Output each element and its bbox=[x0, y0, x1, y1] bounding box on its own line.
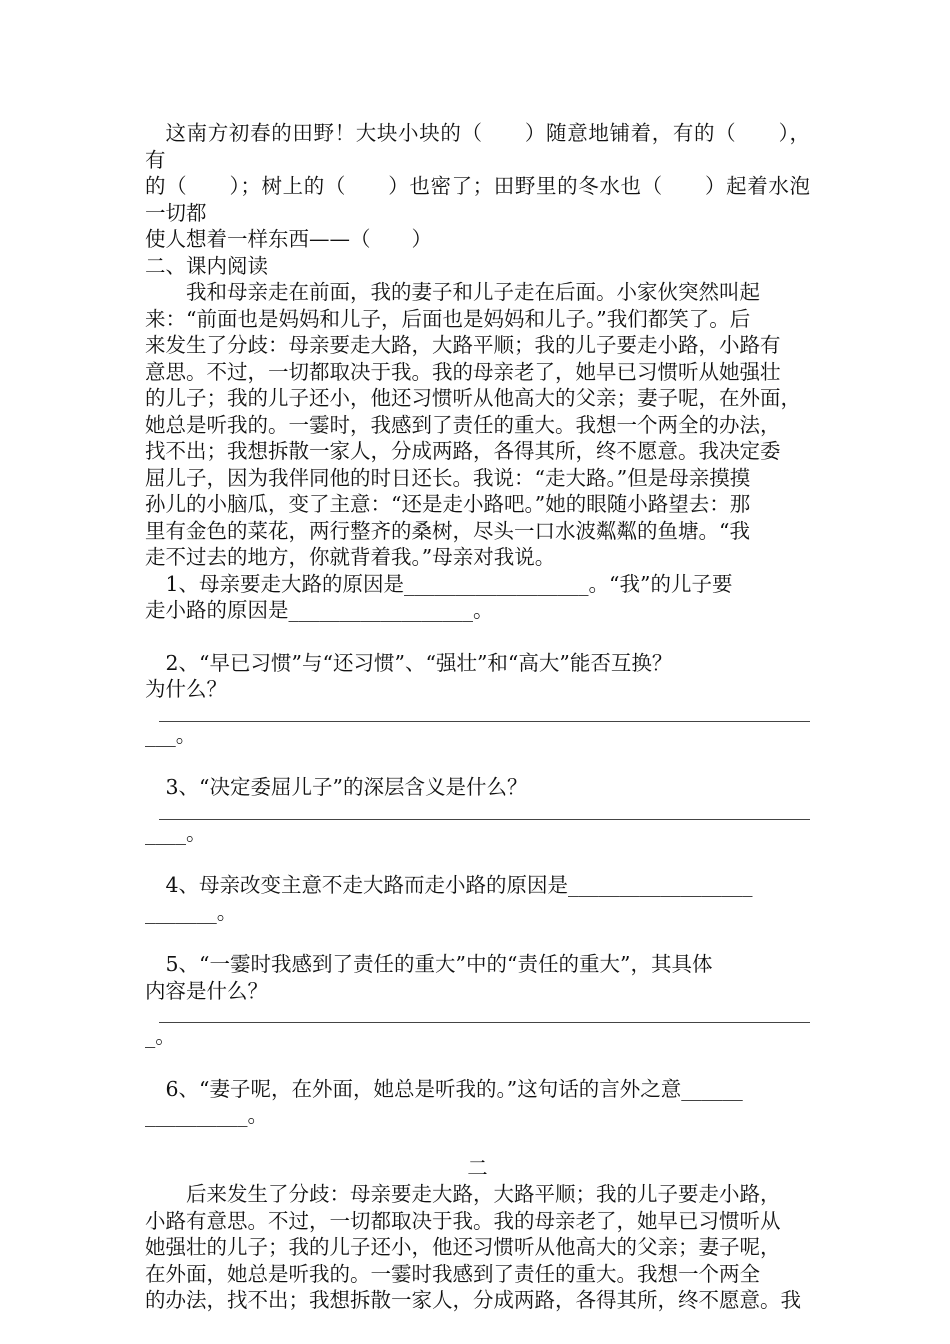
question-3-line-1: 3、“决定委屈儿子”的深层含义是什么？ bbox=[165, 775, 528, 799]
question-5-line-2: 内容是什么？ bbox=[145, 978, 268, 1003]
question-6-line-1: 6、“妻子呢，在外面，她总是听我的。”这句话的言外之意______ bbox=[165, 1076, 743, 1101]
section-title: 二 bbox=[467, 1155, 488, 1180]
question-2-line-2: 为什么？ bbox=[145, 677, 227, 701]
question-1-line-1: 1、母亲要走大路的原因是__________________。“我”的儿子要 bbox=[165, 571, 733, 596]
passage2-line: 后来发生了分歧：母亲要走大路，大路平顺；我的儿子要走小路， bbox=[186, 1182, 781, 1206]
passage2-line: 她强壮的儿子；我的儿子还小，他还习惯听从他高大的父亲；妻子呢， bbox=[145, 1235, 781, 1259]
question-5-line-1: 5、“一霎时我感到了责任的重大”中的“责任的重大”，其具体 bbox=[165, 952, 713, 976]
question-5-end: _。 bbox=[145, 1024, 176, 1048]
passage2-line: 小路有意思。不过，一切都取决于我。我的母亲老了，她早已习惯听从 bbox=[145, 1208, 781, 1233]
answer-line[interactable] bbox=[159, 803, 810, 820]
passage1-line: 屈儿子，因为我伴同他的时日还长。我说：“走大路。”但是母亲摸摸 bbox=[145, 465, 751, 490]
passage1-line: 我和母亲走在前面，我的妻子和儿子走在后面。小家伙突然叫起 bbox=[186, 280, 760, 304]
intro-line-1: 这南方初春的田野！大块小块的（ ）随意地铺着，有的（ ），有 bbox=[145, 121, 810, 172]
answer-line[interactable] bbox=[159, 1006, 810, 1023]
answer-line[interactable] bbox=[159, 705, 810, 722]
question-4-line-1: 4、母亲改变主意不走大路而走小路的原因是__________________ bbox=[165, 873, 753, 897]
passage1-line: 找不出；我想拆散一家人，分成两路，各得其所，终不愿意。我决定委 bbox=[145, 439, 781, 463]
question-1-line-2: 走小路的原因是__________________。 bbox=[145, 598, 494, 622]
passage1-line: 来：“前面也是妈妈和儿子，后面也是妈妈和儿子。”我们都笑了。后 bbox=[145, 306, 751, 331]
question-2-line-1: 2、“早已习惯”与“还习惯”、“强壮”和“高大”能否互换？ bbox=[165, 650, 673, 675]
passage1-line: 孙儿的小脑瓜，变了主意：“还是走小路吧。”她的眼随小路望去：那 bbox=[145, 492, 751, 516]
passage1-line: 的儿子；我的儿子还小，他还习惯听从他高大的父亲；妻子呢，在外面， bbox=[145, 386, 801, 410]
document-page bbox=[145, 120, 810, 1314]
passage1-line: 走不过去的地方，你就背着我。”母亲对我说。 bbox=[145, 545, 556, 569]
passage2-line: 在外面，她总是听我的。一霎时我感到了责任的重大。我想一个两全 bbox=[145, 1261, 760, 1286]
intro-line-2: 的（ ）；树上的（ ）也密了；田野里的冬水也（ ）起着水泡一切都 bbox=[145, 174, 810, 225]
passage2-line: 的办法，找不出；我想拆散一家人，分成两路，各得其所，终不愿意。我 bbox=[145, 1288, 801, 1312]
section-heading: 二、课内阅读 bbox=[145, 253, 268, 278]
question-2-end: ___。 bbox=[145, 722, 197, 747]
passage1-line: 里有金色的菜花，两行整齐的桑树，尽头一口水波粼粼的鱼塘。“我 bbox=[145, 518, 750, 543]
passage1-line: 来发生了分歧：母亲要走大路，大路平顺；我的儿子要走小路，小路有 bbox=[145, 333, 781, 357]
passage1-line: 意思。不过，一切都取决于我。我的母亲老了，她早已习惯听从她强壮 bbox=[145, 359, 781, 384]
question-6-line-2: __________。 bbox=[145, 1103, 268, 1127]
question-4-line-2: _______。 bbox=[145, 899, 238, 924]
question-3-end: ____。 bbox=[145, 820, 207, 845]
passage1-line: 她总是听我的。一霎时，我感到了责任的重大。我想一个两全的办法， bbox=[145, 412, 781, 437]
intro-line-3: 使人想着一样东西——（ ） bbox=[145, 227, 432, 251]
